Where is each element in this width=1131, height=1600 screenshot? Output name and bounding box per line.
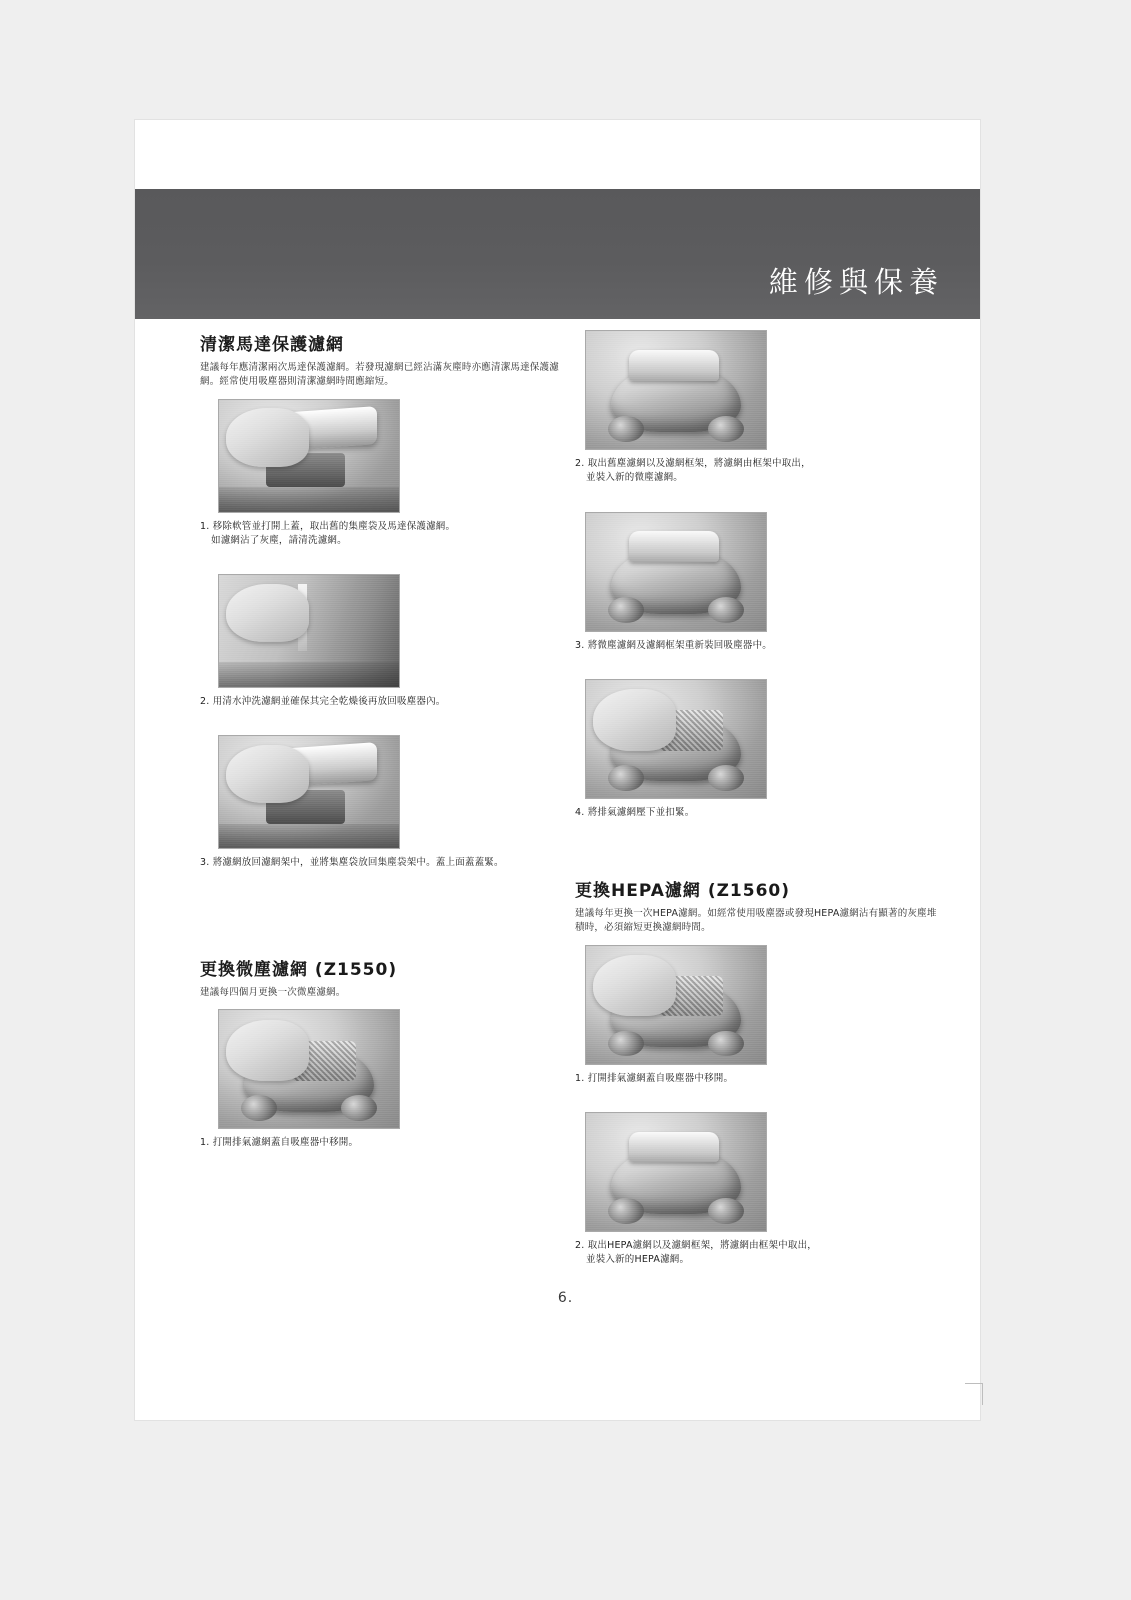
step-number-clean-2: 2.: [200, 696, 210, 708]
photo-open-lid-remove-bag: [218, 399, 400, 513]
section-intro-clean-motor-filter: 建議每年應清潔兩次馬達保護濾網。若發現濾網已經沾滿灰塵時亦應清潔馬達保護濾網。經常使用吸塵器則清潔濾網時間應縮短。: [200, 362, 559, 387]
step-caption-hepa-1: [575, 1072, 945, 1086]
left-column: [200, 330, 570, 1177]
step-number-micro-1: 1.: [200, 1137, 210, 1149]
photo-replace-filter-in-frame: [218, 735, 400, 849]
section-title-replace-micro-filter: 更換微塵濾網 (Z1550): [200, 959, 398, 980]
step-caption-clean-3: [200, 856, 570, 870]
photo-press-exhaust-filter: [585, 679, 767, 799]
step-text-hepa-2: 取出HEPA濾網以及濾網框架，將濾網由框架中取出，: [587, 1239, 817, 1251]
step-number-micro-2: 2.: [575, 458, 585, 469]
step-caption-hepa-2: [575, 1239, 945, 1268]
content-area: [135, 330, 980, 1330]
page-title: 維修與保養: [768, 265, 944, 299]
step-text-clean-2: 用清水沖洗濾網並確保其完全乾燥後再放回吸塵器內。: [212, 696, 446, 708]
step-caption-micro-1: [200, 1136, 570, 1150]
step-text-clean-3: 將濾網放回濾網架中，並將集塵袋放回集塵袋架中。蓋上面蓋蓋緊。: [212, 857, 504, 869]
photo-open-exhaust-cover-hepa: [585, 945, 767, 1065]
photo-rinse-filter-under-tap: [218, 574, 400, 688]
section-title-replace-hepa-filter: 更換HEPA濾網 (Z1560): [575, 881, 790, 901]
section-title-clean-motor-filter: 清潔馬達保護濾網: [200, 335, 344, 355]
step-number-micro-4: 4.: [575, 806, 585, 818]
step-caption-micro-3: [575, 639, 945, 653]
section-intro-replace-micro-filter: 建議每四個月更換一次微塵濾網。: [200, 986, 346, 998]
step-text2-micro-2: 並裝入新的微塵濾網。: [586, 472, 684, 484]
right-column: [575, 330, 945, 1293]
step-caption-micro-2: [575, 457, 945, 486]
step-text-micro-2: 取出舊塵濾網以及濾網框架，將濾網由框架中取出，: [587, 458, 811, 469]
step-caption-micro-4: [575, 806, 945, 820]
step-text-micro-1: 打開排氣濾網蓋自吸塵器中移開。: [212, 1137, 359, 1149]
photo-reinstall-micro-filter: [585, 512, 767, 632]
photo-open-exhaust-cover: [218, 1009, 400, 1129]
step-number-hepa-1: 1.: [575, 1072, 585, 1084]
section-intro-replace-hepa-filter: 建議每年更換一次HEPA濾網。如經常使用吸塵器或發現HEPA濾網沾有顯著的灰塵堆積時，必須縮短更換濾網時間。: [575, 908, 937, 933]
step-text-micro-3: 將微塵濾網及濾網框架重新裝回吸塵器中。: [587, 639, 773, 651]
step-number-micro-3: 3.: [575, 639, 585, 651]
step-caption-clean-1: [200, 520, 570, 549]
step-number-clean-1: 1.: [200, 520, 210, 532]
header-band: [135, 189, 980, 319]
crop-mark-vertical: [982, 1383, 983, 1405]
step-text2-hepa-2: 並裝入新的HEPA濾網。: [586, 1254, 690, 1266]
step-text-micro-4: 將排氣濾網壓下並扣緊。: [587, 806, 695, 818]
step-number-clean-3: 3.: [200, 857, 210, 869]
step-number-hepa-2: 2.: [575, 1239, 585, 1251]
step-text-clean-1: 移除軟管並打開上蓋，取出舊的集塵袋及馬達保護濾網。: [212, 520, 456, 532]
page-number: 6.: [557, 1290, 574, 1306]
photo-remove-old-hepa-filter: [585, 1112, 767, 1232]
step-text-hepa-1: 打開排氣濾網蓋自吸塵器中移開。: [587, 1072, 734, 1084]
step-text2-clean-1: 如濾網沾了灰塵，請清洗濾網。: [211, 534, 347, 546]
step-caption-clean-2: [200, 695, 570, 709]
photo-remove-old-micro-filter: [585, 330, 767, 450]
crop-mark-horizontal: [965, 1383, 983, 1384]
